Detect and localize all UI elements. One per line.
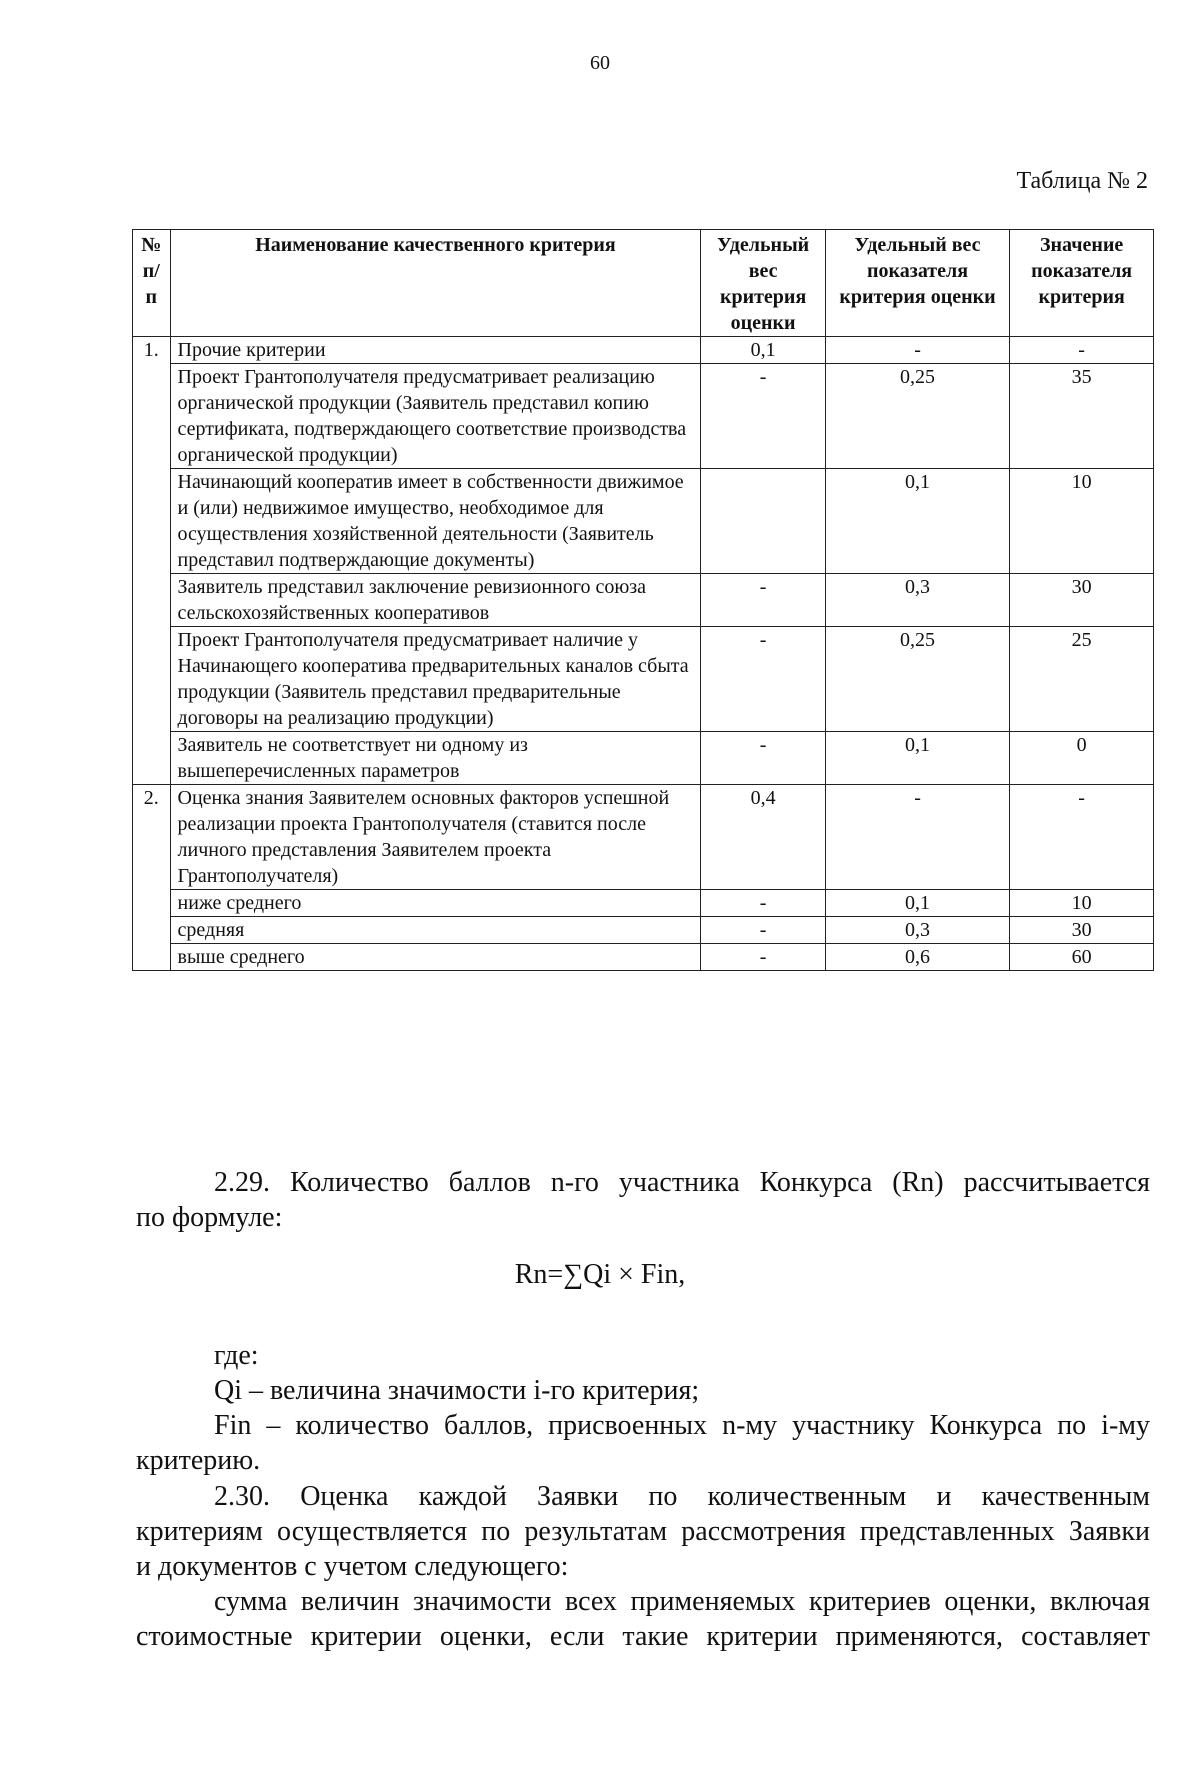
sum-paragraph-line-2: стоимостные критерии оценки, если такие критерии применяются, составляет bbox=[136, 1621, 1150, 1652]
row-name: Проект Грантополучателя предусматривает наличие у Начинающего кооператива предварительных каналов сбыта продукции (Заявитель представил предварительные договоры на реализацию продукции) bbox=[170, 627, 701, 732]
row-weight-criterion: - bbox=[701, 732, 825, 785]
row-value: 35 bbox=[1010, 364, 1154, 469]
row-num bbox=[133, 469, 171, 574]
row-value: 10 bbox=[1010, 469, 1154, 574]
header-value: Значение показателя критерия bbox=[1010, 230, 1154, 337]
table-row bbox=[133, 785, 1154, 890]
row-weight-indicator: 0,3 bbox=[825, 574, 1009, 627]
paragraph-2-29-line-2: по формуле: bbox=[136, 1202, 283, 1233]
row-num bbox=[133, 732, 171, 785]
row-weight-indicator: 0,6 bbox=[825, 944, 1009, 971]
table-row bbox=[133, 917, 1154, 944]
row-weight-indicator: - bbox=[825, 337, 1009, 364]
table-header-row bbox=[133, 230, 1154, 337]
row-num bbox=[133, 364, 171, 469]
row-name: Оценка знания Заявителем основных факторов успешной реализации проекта Грантополучателя (ставится после личного представления Заявителем проекта Грантополучателя) bbox=[170, 785, 701, 890]
row-num bbox=[133, 944, 171, 971]
row-num bbox=[133, 574, 171, 627]
table-row bbox=[133, 732, 1154, 785]
row-name: средняя bbox=[170, 917, 701, 944]
qi-definition: Qi – величина значимости i-го критерия; bbox=[214, 1375, 700, 1406]
row-weight-indicator: 0,1 bbox=[825, 469, 1009, 574]
row-num bbox=[133, 917, 171, 944]
paragraph-2-29-line-1: 2.29. Количество баллов n-го участника Конкурса (Rn) рассчитывается bbox=[214, 1167, 1150, 1198]
row-value: 30 bbox=[1010, 917, 1154, 944]
row-weight-indicator: 0,25 bbox=[825, 627, 1009, 732]
paragraph-2-30-line-1: 2.30. Оценка каждой Заявки по количественным и качественным bbox=[214, 1481, 1150, 1512]
row-value: 25 bbox=[1010, 627, 1154, 732]
row-weight-criterion: - bbox=[701, 364, 825, 469]
table-row bbox=[133, 337, 1154, 364]
row-weight-criterion: - bbox=[701, 944, 825, 971]
row-weight-criterion: - bbox=[701, 890, 825, 917]
row-name: Проект Грантополучателя предусматривает реализацию органической продукции (Заявитель представил копию сертификата, подтверждающего соответствие производства органической продукции) bbox=[170, 364, 701, 469]
sum-paragraph-line-1: сумма величин значимости всех применяемых критериев оценки, включая bbox=[214, 1586, 1150, 1617]
row-name: Прочие критерии bbox=[170, 337, 701, 364]
row-weight-indicator: - bbox=[825, 785, 1009, 890]
header-num: № п/п bbox=[133, 230, 171, 337]
row-name: Начинающий кооператив имеет в собственности движимое и (или) недвижимое имущество, необходимое для осуществления хозяйственной деятельности (Заявитель представил подтверждающие документы) bbox=[170, 469, 701, 574]
row-value: 60 bbox=[1010, 944, 1154, 971]
row-weight-criterion: - bbox=[701, 627, 825, 732]
header-weight-indicator: Удельный вес показателя критерия оценки bbox=[825, 230, 1009, 337]
fin-definition-line-2: критерию. bbox=[136, 1445, 261, 1476]
row-value: 0 bbox=[1010, 732, 1154, 785]
row-weight-indicator: 0,25 bbox=[825, 364, 1009, 469]
row-weight-indicator: 0,1 bbox=[825, 732, 1009, 785]
row-value: 30 bbox=[1010, 574, 1154, 627]
row-num bbox=[133, 890, 171, 917]
table-row bbox=[133, 364, 1154, 469]
row-value: - bbox=[1010, 785, 1154, 890]
row-weight-criterion bbox=[701, 469, 825, 574]
table-row bbox=[133, 469, 1154, 574]
row-weight-criterion: 0,4 bbox=[701, 785, 825, 890]
row-value: 10 bbox=[1010, 890, 1154, 917]
formula: Rn=∑Qi × Fin, bbox=[514, 1259, 686, 1290]
row-num: 2. bbox=[133, 785, 171, 890]
paragraph-2-30-line-3: и документов с учетом следующего: bbox=[136, 1551, 569, 1582]
row-weight-criterion: - bbox=[701, 917, 825, 944]
row-num: 1. bbox=[133, 337, 171, 364]
row-num bbox=[133, 627, 171, 732]
row-value: - bbox=[1010, 337, 1154, 364]
header-weight-criterion: Удельный вес критерия оценки bbox=[701, 230, 825, 337]
row-name: выше среднего bbox=[170, 944, 701, 971]
header-name: Наименование качественного критерия bbox=[170, 230, 701, 337]
fin-definition-line-1: Fin – количество баллов, присвоенных n-му участнику Конкурса по i-му bbox=[214, 1410, 1150, 1441]
row-name: ниже среднего bbox=[170, 890, 701, 917]
table-row bbox=[133, 574, 1154, 627]
row-weight-indicator: 0,1 bbox=[825, 890, 1009, 917]
row-weight-criterion: - bbox=[701, 574, 825, 627]
table-row bbox=[133, 944, 1154, 971]
page-number: 60 bbox=[590, 52, 610, 74]
table-caption: Таблица № 2 bbox=[1016, 168, 1148, 194]
paragraph-2-30-line-2: критериям осуществляется по результатам рассмотрения представленных Заявки bbox=[136, 1516, 1150, 1547]
row-name: Заявитель не соответствует ни одному из вышеперечисленных параметров bbox=[170, 732, 701, 785]
row-weight-criterion: 0,1 bbox=[701, 337, 825, 364]
criteria-table bbox=[132, 229, 1154, 971]
table-row bbox=[133, 627, 1154, 732]
where-label: где: bbox=[214, 1340, 259, 1371]
row-name: Заявитель представил заключение ревизионного союза сельскохозяйственных кооперативов bbox=[170, 574, 701, 627]
row-weight-indicator: 0,3 bbox=[825, 917, 1009, 944]
table-row bbox=[133, 890, 1154, 917]
